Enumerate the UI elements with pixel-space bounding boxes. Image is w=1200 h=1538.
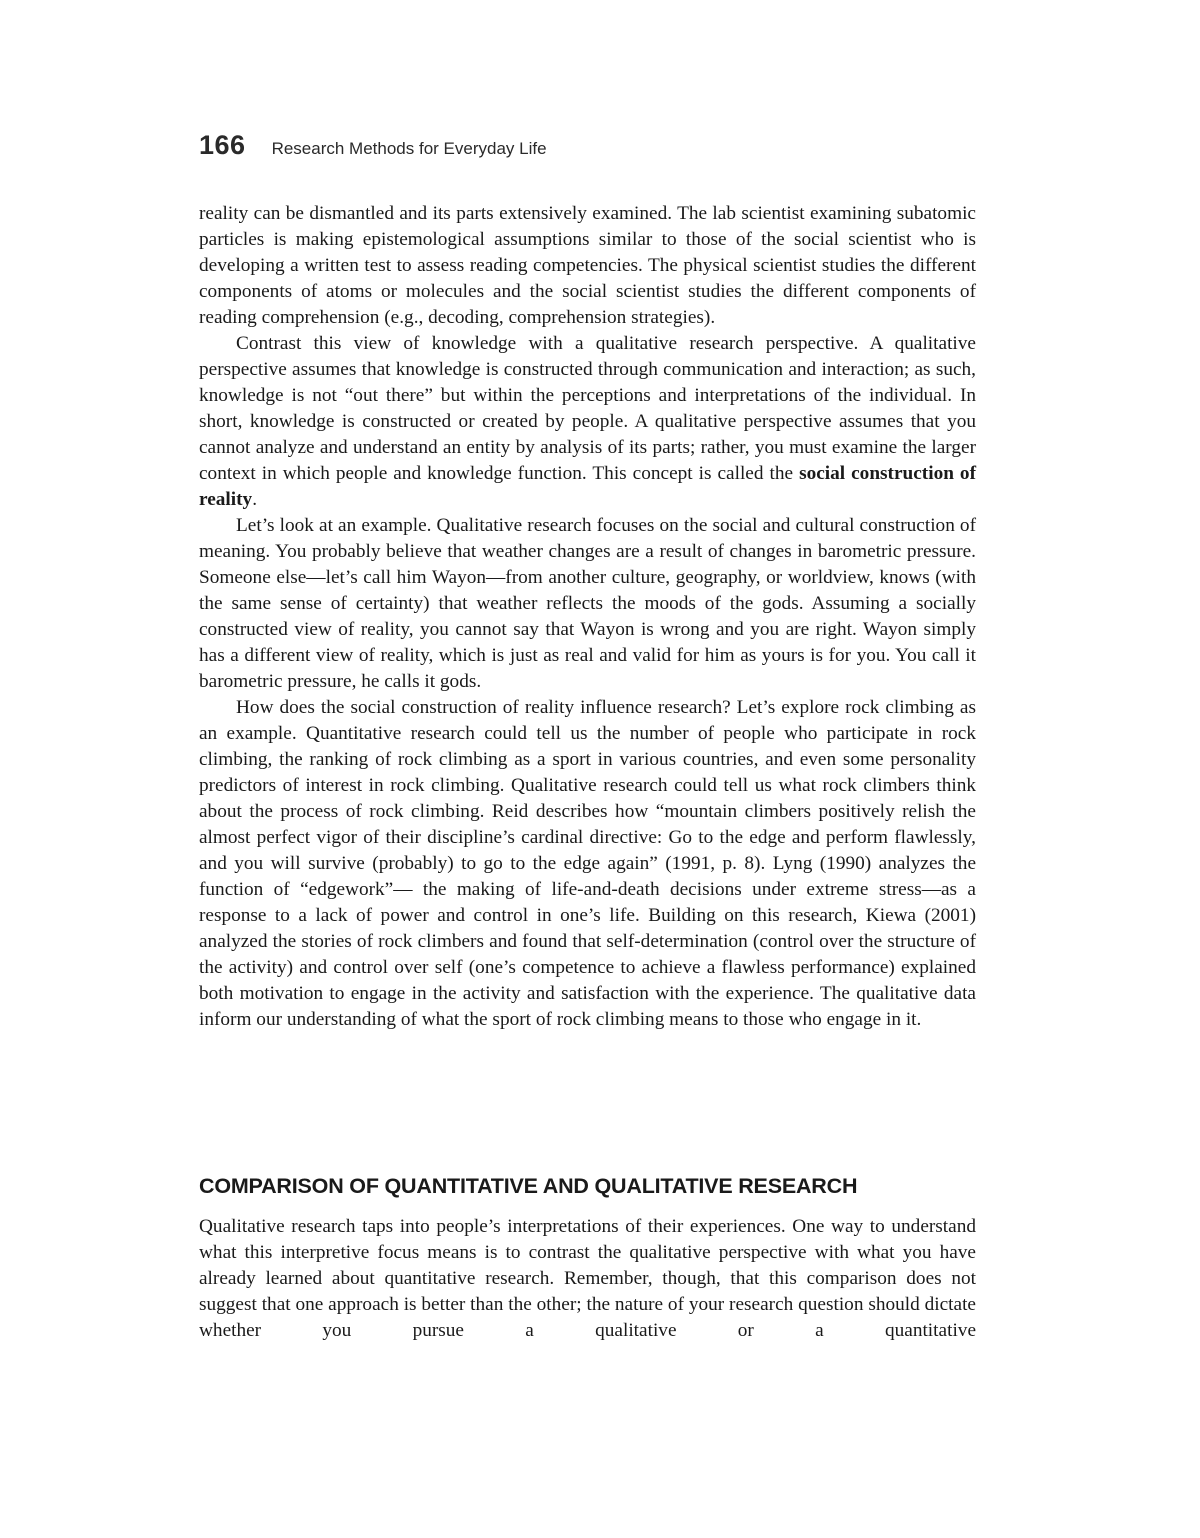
section-paragraph-1: Qualitative research taps into people’s interpretations of their experiences. One way to understand what this interpretive focus means is to contrast the qualitative perspective with what you have already learned about quantitative research. Remember, though, that this comparison does not suggest that one approach is better than the other; the nature of your research question should dictate whether you pursue a qualitative or a quantitative — [199, 1216, 976, 1341]
paragraph-2-text: Contrast this view of knowledge with a qualitative research perspective. A qualitative perspective assumes that knowledge is constructed through communication and interaction; as such, knowledge is not “out there” but within the perceptions and interpretations of the individual. In short, knowledge is constructed or created by people. A qualitative perspective assumes that you cannot analyze and understand an entity by analysis of its parts; rather, you must examine the larger context in which people and knowledge function. This concept is called the — [199, 333, 976, 484]
page-header — [199, 130, 547, 170]
paragraph-2 — [199, 331, 976, 513]
key-term-social-construction: social construction of reality — [199, 463, 976, 510]
paragraph-4: How does the social construction of reality influence research? Let’s explore rock climbing as an example. Quantitative research could tell us the number of people who participate in rock climbing, the ranking of rock climbing as a sport in various countries, and even some personality predictors of interest in rock climbing. Qualitative research could tell us what rock climbers think about the process of rock climbing. Reid describes how “mountain climbers positively relish the almost perfect vigor of their discipline’s cardinal directive: Go to the edge and perform flawlessly, and you will survive (probably) to go to the edge again” (1991, p. 8). Lyng (1990) analyzes the function of “edgework”— the making of life-and-death decisions under extreme stress—as a response to a lack of power and control in one’s life. Building on this research, Kiewa (2001) analyzed the stories of rock climbers and found that self-determination (control over the structure of the activity) and control over self (one’s competence to achieve a flawless performance) explained both motivation to engage in the activity and satisfaction with the experience. The qualitative data inform our understanding of what the sport of rock climbing means to those who engage in it. — [199, 697, 976, 1030]
section-text — [199, 1214, 976, 1344]
running-head: Research Methods for Everyday Life — [271, 139, 547, 158]
paragraph-2-end: . — [252, 489, 258, 510]
section-heading: COMPARISON OF QUANTITATIVE AND QUALITATIVE RESEARCH — [199, 1174, 858, 1198]
paragraph-1: reality can be dismantled and its parts extensively examined. The lab scientist examining subatomic particles is making epistemological assumptions similar to those of the social scientist who is developing a written test to assess reading competencies. The physical scientist studies the different components of atoms or molecules and the social scientist studies the different components of reading comprehension (e.g., decoding, comprehension strategies). — [199, 203, 976, 328]
page-number: 166 — [199, 130, 246, 160]
paragraph-3: Let’s look at an example. Qualitative research focuses on the social and cultural construction of meaning. You probably believe that weather changes are a result of changes in barometric pressure. Someone else—let’s call him Wayon—from another culture, geography, or worldview, knows (with the same sense of certainty) that weather reflects the moods of the gods. Assuming a socially constructed view of reality, you cannot say that Wayon is wrong and you are right. Wayon simply has a different view of reality, which is just as real and valid for him as yours is for you. You call it barometric pressure, he calls it gods. — [199, 515, 976, 692]
body-text — [199, 201, 976, 1033]
